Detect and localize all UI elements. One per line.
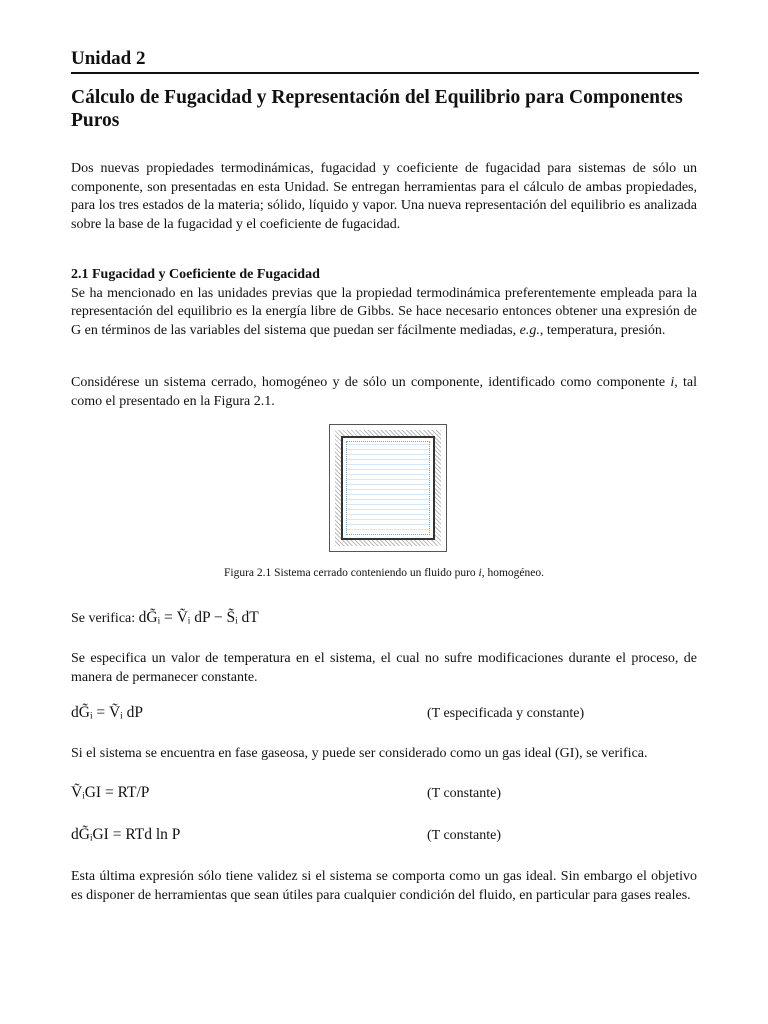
equation-4-note: (T constante): [427, 828, 501, 843]
figure-caption: Figura 2.1 Sistema cerrado conteniendo un fluido puro i, homogéneo.: [223, 567, 545, 579]
equation-3-note: (T constante): [427, 786, 501, 801]
equation-2: dG̃ᵢ = Ṽᵢ dP: [71, 704, 143, 721]
container-wall: [341, 436, 435, 540]
section-paragraph-1: Se ha mencionado en las unidades previas que la propiedad termodinámica preferentemente empleada para la representación del equilibrio es la energía libre de Gibbs. Se hace necesario entonces obtener una expresión de G en términos de las variables del sistema que puedan ser fácilmente mediadas, e.g., temperatura, presión.: [71, 285, 697, 338]
intro-paragraph: Dos nuevas propiedades termodinámicas, fugacidad y coeficiente de fugacidad para sistemas de sólo un componente, son presentadas en esta Unidad. Se entregan herramientas para el cálculo de ambas propiedades, para los tres estados de la materia; sólido, líquido y vapor. Una nueva representación del equilibrio es analizada sobre la base de la fugacidad y el coeficiente de fugacidad.: [71, 161, 697, 232]
title-rule: [71, 72, 699, 74]
paragraph-5: Esta última expresión sólo tiene validez si el sistema se comporta como un gas ideal. Sin embargo el objetivo es disponer de herramientas que sean útiles para cualquier condición del fluido, en particular para gases reales.: [71, 869, 697, 903]
section-2-1: [71, 266, 697, 340]
equation-4: dG̃ᵢGI = RTd ln P: [71, 826, 181, 843]
page-title: Cálculo de Fugacidad y Representación del Equilibrio para Componentes Puros: [71, 87, 683, 131]
verify-line: [71, 609, 697, 629]
paragraph-4: Si el sistema se encuentra en fase gaseosa, y puede ser considerado como un gas ideal (GI), se verifica.: [71, 746, 648, 761]
equation-1: dG̃ᵢ = Ṽᵢ dP − S̃ᵢ dT: [138, 609, 259, 626]
unit-label: Unidad 2: [71, 48, 146, 69]
figure-closed-system: [329, 424, 447, 552]
paragraph-3: Se especifica un valor de temperatura en el sistema, el cual no sufre modificaciones durante el proceso, de manera de permanecer constante.: [71, 651, 697, 685]
equation-2-note: (T especificada y constante): [427, 706, 585, 721]
pure-fluid: [346, 441, 430, 535]
verify-label: Se verifica:: [71, 611, 136, 626]
section-paragraph-2: Considérese un sistema cerrado, homogéneo y de sólo un componente, identificado como componente i, tal como el presentado en la Figura 2.1.: [71, 375, 697, 409]
section-heading: 2.1 Fugacidad y Coeficiente de Fugacidad: [71, 267, 320, 282]
equation-3: ṼᵢGI = RT/P: [71, 784, 150, 801]
